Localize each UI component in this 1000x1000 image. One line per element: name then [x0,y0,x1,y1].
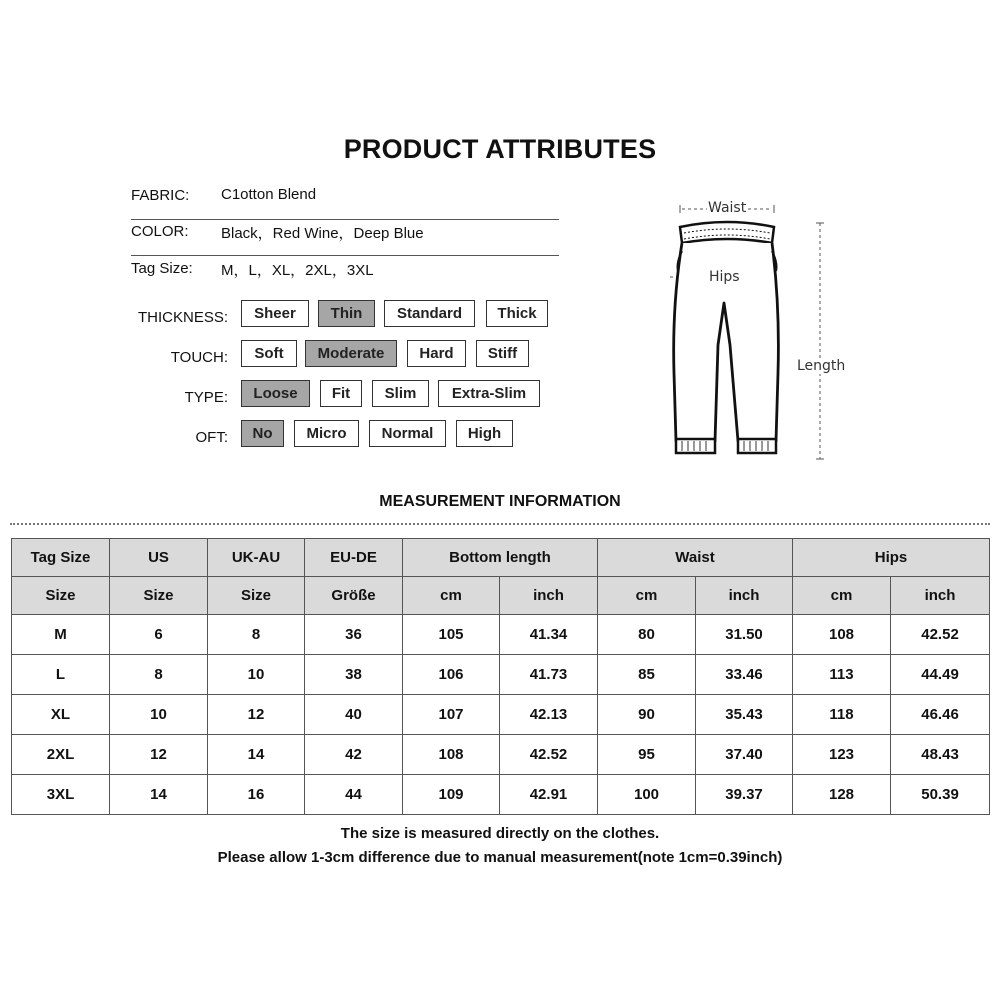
table-cell: Size [208,577,305,615]
table-cell: 42.13 [500,695,598,735]
table-cell: 100 [598,775,696,815]
table-cell: inch [500,577,598,615]
table-cell: Size [110,577,208,615]
table-cell: 6 [110,615,208,655]
table-row [12,735,990,775]
table-cell: 44.49 [891,655,990,695]
attribute-option: High [456,420,513,447]
measurement-table [11,538,990,815]
table-cell: 48.43 [891,735,990,775]
pants-diagram [660,195,846,475]
table-cell: 46.46 [891,695,990,735]
table-cell: 90 [598,695,696,735]
table-cell: 108 [793,615,891,655]
attribute-option: Moderate [305,340,397,367]
table-cell: EU-DE [305,539,403,577]
table-cell: 12 [208,695,305,735]
table-cell: Waist [598,539,793,577]
table-cell: cm [793,577,891,615]
info-key: Tag Size: [131,260,193,277]
table-cell: 42.52 [500,735,598,775]
attribute-option: Fit [320,380,362,407]
table-cell: 50.39 [891,775,990,815]
attribute-label: THICKNESS: [137,309,228,326]
attribute-option: Micro [294,420,359,447]
table-cell: 12 [110,735,208,775]
table-cell: 35.43 [696,695,793,735]
table-cell: UK-AU [208,539,305,577]
table-cell: 108 [403,735,500,775]
table-cell: 42.91 [500,775,598,815]
info-value: M，L，XL，2XL，3XL [221,262,374,279]
table-cell: 40 [305,695,403,735]
table-cell: 8 [208,615,305,655]
attribute-option: Soft [241,340,297,367]
attribute-label: TYPE: [184,389,228,406]
table-cell: inch [891,577,990,615]
table-cell: 42.52 [891,615,990,655]
table-cell: 10 [208,655,305,695]
table-cell: 2XL [12,735,110,775]
table-cell: 41.73 [500,655,598,695]
table-cell: M [12,615,110,655]
table-cell: 10 [110,695,208,735]
table-cell: 14 [110,775,208,815]
attribute-option: Normal [369,420,446,447]
info-key: FABRIC: [131,187,190,204]
table-cell: 107 [403,695,500,735]
attribute-option: Extra-Slim [438,380,540,407]
table-cell: 14 [208,735,305,775]
table-cell: 41.34 [500,615,598,655]
table-cell: 44 [305,775,403,815]
attribute-option: Stiff [476,340,529,367]
length-label: Length [797,358,846,374]
attribute-option: Hard [407,340,466,367]
attribute-label: OFT: [195,429,228,446]
table-cell: 33.46 [696,655,793,695]
info-row-color [131,219,559,256]
table-cell: US [110,539,208,577]
info-row-tag-size [131,256,559,292]
table-cell: 38 [305,655,403,695]
table-cell: Größe [305,577,403,615]
table-cell: 36 [305,615,403,655]
table-cell: 37.40 [696,735,793,775]
table-row [12,615,990,655]
waist-label: Waist [708,200,747,216]
table-cell: Bottom length [403,539,598,577]
table-cell: inch [696,577,793,615]
table-cell: 118 [793,695,891,735]
attribute-option: Thin [318,300,375,327]
table-cell: 106 [403,655,500,695]
table-subheader-row [12,577,990,615]
table-row [12,695,990,735]
note-line-2: Please allow 1-3cm difference due to manual measurement(note 1cm=0.39inch) [217,849,783,866]
attribute-option: Sheer [241,300,309,327]
table-row [12,775,990,815]
table-cell: 85 [598,655,696,695]
info-key: COLOR: [131,223,189,240]
info-row-fabric [131,183,559,220]
attribute-option: No [241,420,284,447]
attribute-option: Standard [384,300,475,327]
page-title: PRODUCT ATTRIBUTES [343,134,657,164]
table-cell: 39.37 [696,775,793,815]
table-header-row [12,539,990,577]
attribute-option: Loose [241,380,310,407]
table-cell: XL [12,695,110,735]
table-cell: Size [12,577,110,615]
pants-outline-icon [660,195,840,470]
table-cell: Hips [793,539,990,577]
note-line-1: The size is measured directly on the clothes. [340,825,660,842]
info-value: C1otton Blend [221,186,317,203]
table-cell: Tag Size [12,539,110,577]
table-cell: cm [598,577,696,615]
attribute-option: Slim [372,380,429,407]
table-cell: 16 [208,775,305,815]
table-cell: 113 [793,655,891,695]
info-value: Black，Red Wine，Deep Blue [221,225,424,242]
table-cell: 31.50 [696,615,793,655]
table-cell: 105 [403,615,500,655]
hips-label: Hips [709,269,740,285]
table-cell: cm [403,577,500,615]
table-cell: 3XL [12,775,110,815]
table-cell: 123 [793,735,891,775]
table-cell: 8 [110,655,208,695]
measurement-title: MEASUREMENT INFORMATION [379,493,621,510]
table-cell: 42 [305,735,403,775]
table-cell: L [12,655,110,695]
table-cell: 109 [403,775,500,815]
attribute-label: TOUCH: [170,349,228,366]
table-cell: 95 [598,735,696,775]
dotted-divider [10,523,990,525]
attribute-option: Thick [486,300,548,327]
table-row [12,655,990,695]
table-cell: 128 [793,775,891,815]
table-cell: 80 [598,615,696,655]
